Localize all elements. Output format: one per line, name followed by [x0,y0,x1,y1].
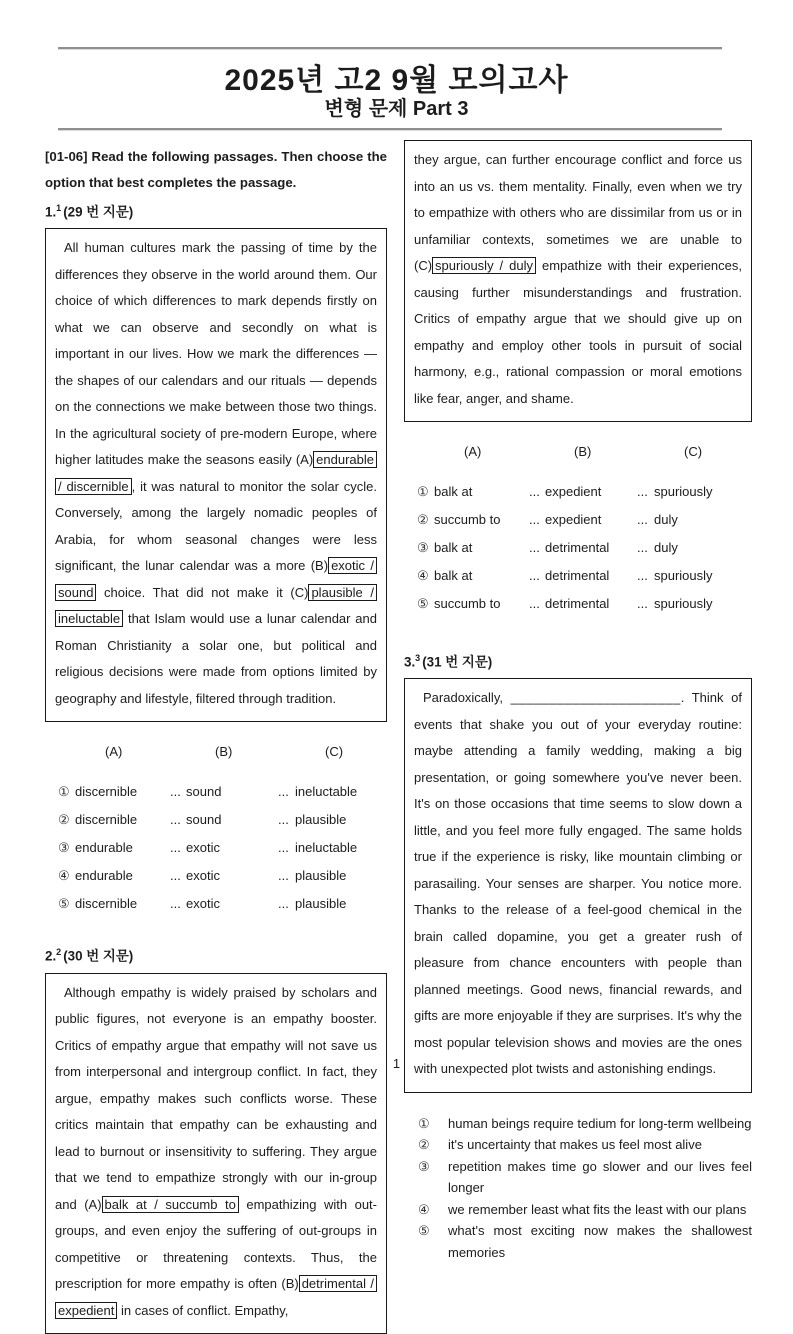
question-1-option-columns [45,744,387,764]
question-1-options [45,778,387,918]
ellipsis-separator: ... [637,512,648,527]
word-choice-box: spuriously / duly [432,257,536,274]
option-row [404,590,752,618]
passage-text: choice. That did not make it (C) [96,584,309,600]
option-number: ③ [418,1158,430,1174]
column-a-header: (A) [105,744,123,760]
option-number: ③ [417,540,429,555]
option-b-text: expedient [545,484,602,499]
question-3-options [404,1113,752,1264]
option-a-text: discernible [75,784,138,800]
option-number: ④ [418,1201,430,1217]
question-2-number: 2. [45,948,57,964]
option-b-text: expedient [545,512,602,527]
passage-text: Although empathy is widely praised by scholars and public figures, not everyone is an empathy booster. Critics of empathy argue that empathy will not save us from interpersonal and intergroup conflict. In fact, they argue, empathy makes such conflicts worse. These critics maintain that empathy can be exhausting and lead to burnout or insensitivity to suffering. They argue that we tend to empathize strongly with our in-group and (A) [55,984,377,1212]
ellipsis-separator: ... [529,540,540,555]
word-choice-box: endurable / discernible [55,451,377,495]
ellipsis-separator: ... [529,484,540,499]
question-1-header [45,198,387,222]
option-row [45,834,387,862]
option-a-text: balk at [434,568,473,583]
passage-text: . Think of events that shake you out of your everyday routine: maybe attending a family wedding, making a big presentation, or going somewhere you've never been. It's on those occasions that time seems to slow down a little, and you feel more fully engaged. The same holds true if the experience is risky, like mountain climbing or parasailing. Your senses are sharper. You notice more. Thanks to the release of a feel-good chemical in the brain called dopamine, you get a greater rush of pleasure from chance encounters with people than planned meetings. Good news, financial rewards, and gifts are more enjoyable if they are surprises. It's why the most popular television shows and movies are the ones with unexpected plot twists and astonishing endings. [414,690,743,1077]
page-subtitle: 변형 문제 Part 3 [324,98,469,120]
option-row [404,562,752,590]
ellipsis-separator: ... [529,596,540,611]
option-b-text: detrimental [545,596,610,611]
option-number: ⑤ [418,1223,430,1239]
option-a-text: endurable [75,840,133,856]
option-c-text: plausible [295,868,347,884]
option-text: repetition makes time go slower and our lives feel longer [448,1158,752,1196]
option-b-text: detrimental [545,568,610,583]
option-c-text: plausible [295,896,347,912]
top-divider [58,47,722,50]
option-a-text: succumb to [434,512,501,527]
option-c-text: plausible [295,812,347,828]
option-row [45,806,387,834]
passage-text: that Islam would use a lunar calendar and Roman Christianity a solar one, but political and religious decisions were made from options limited by geography and lifestyle, filtered through tradition. [55,611,377,706]
column-c-header: (C) [325,744,344,760]
ellipsis-separator: ... [170,840,181,856]
ellipsis-separator: ... [637,596,648,611]
passage-text: , it was natural to monitor the solar cycle. Conversely, among the largely nomadic peoples of Arabia, for whom seasonal changes were less significant, the lunar calendar was a more (B) [55,478,377,574]
option-number: ⑤ [58,896,70,912]
option-number: ② [418,1137,430,1153]
option-number: ④ [417,568,429,583]
option-b-text: exotic [186,896,220,912]
question-2-passage-box-part2 [404,140,752,422]
instruction: [01-06] Read the following passages. Then choose the option that best completes the passage. [45,149,387,190]
ellipsis-separator: ... [278,840,289,856]
option-number: ① [418,1115,430,1131]
option-row [45,778,387,806]
option-row [45,890,387,918]
option-c-text: spuriously [654,596,713,611]
option-b-text: sound [186,812,222,828]
question-3-footnote-mark: 3 [415,653,421,663]
fill-in-blank: ______________________ [510,690,681,706]
option-row [404,1113,752,1135]
option-a-text: succumb to [434,596,501,611]
passage-text: empathizing with out-groups, and even enjoy the suffering of out-groups in competitive or threatening contexts. Thus, the prescription for more empathy is often (B) [55,1196,377,1292]
option-c-text: spuriously [654,484,713,499]
option-a-text: discernible [75,896,138,912]
column-c-header: (C) [684,444,703,459]
option-c-text: duly [654,540,678,555]
option-number: ② [58,812,70,828]
option-c-text: spuriously [654,568,713,583]
option-b-text: exotic [186,868,220,884]
option-number: ③ [58,840,70,856]
question-1-source: (29 번 지문) [63,204,134,220]
option-c-text: duly [654,512,678,527]
question-2-footnote-mark: 2 [56,947,62,958]
option-number: ① [58,784,70,800]
option-row [404,1199,752,1221]
column-b-header: (B) [574,444,592,459]
ellipsis-separator: ... [529,512,540,527]
right-column [404,140,752,1263]
option-text: we remember least what fits the least with our plans [448,1201,747,1217]
option-a-text: balk at [434,484,473,499]
question-3-header [404,648,752,672]
word-choice-box: plausible / ineluctable [55,584,377,628]
question-2-options [404,478,752,618]
question-3-number: 3. [404,654,416,670]
option-row [404,1220,752,1263]
option-row [404,1134,752,1156]
option-row [404,506,752,534]
option-c-text: ineluctable [295,840,358,856]
ellipsis-separator: ... [637,568,648,583]
passage-text: in cases of conflict. Empathy, [117,1302,289,1318]
option-c-text: ineluctable [295,784,358,800]
option-number: ② [417,512,429,527]
passage-text: they argue, can further encourage conflict and force us into an us vs. them mentality. Finally, even when we try to empathize with others who are dissimilar from us or in unfamiliar contexts, sometimes we are unable to (C) [414,152,742,273]
option-text: what's most exciting now makes the shallowest memories [448,1223,752,1260]
option-row [45,862,387,890]
option-a-text: balk at [434,540,473,555]
option-b-text: sound [186,784,222,800]
question-2-source: (30 번 지문) [63,948,134,964]
question-3-source: (31 번 지문) [422,654,493,670]
option-number: ④ [58,868,70,884]
option-row [404,478,752,506]
question-3-passage-box [404,678,752,1093]
column-b-header: (B) [215,744,233,760]
left-column [45,144,387,1334]
option-number: ① [417,484,429,499]
option-b-text: detrimental [545,540,610,555]
ellipsis-separator: ... [278,896,289,912]
word-choice-box: exotic / sound [55,557,377,601]
ellipsis-separator: ... [278,812,289,828]
option-a-text: discernible [75,812,138,828]
option-a-text: endurable [75,868,133,884]
ellipsis-separator: ... [278,784,289,800]
option-text: human beings require tedium for long-term wellbeing [448,1115,752,1131]
option-b-text: exotic [186,840,220,856]
option-text: it's uncertainty that makes us feel most alive [448,1137,702,1153]
question-1-footnote-mark: 1 [56,203,62,213]
option-number: ⑤ [417,596,429,611]
question-2-option-columns [404,444,752,464]
ellipsis-separator: ... [170,868,181,884]
ellipsis-separator: ... [637,540,648,555]
passage-text: All human cultures mark the passing of time by the differences they observe in the world around them. Our choice of which differences to mark depends firstly on what we can observe and secondly on what is important in our lives. How we mark the differences — the shapes of our calendars and our rituals — depends on the connections we make between those two things. In the agricultural society of pre-modern Europe, where higher latitudes make the seasons easily (A) [55,240,377,468]
ellipsis-separator: ... [278,868,289,884]
question-2-header [45,942,387,966]
question-1-number: 1. [45,204,57,220]
word-choice-box: balk at / succumb to [102,1196,239,1213]
ellipsis-separator: ... [637,484,648,499]
passage-text: Paradoxically, [423,690,511,706]
passage-text: empathize with their experiences, causing further misunderstandings and frustration. Critics of empathy argue that we should give up on empathy and employ other tools in pursuit of social harmony, e.g., rational compassion or moral emotions like fear, anger, and shame. [414,258,743,406]
option-row [404,1156,752,1199]
ellipsis-separator: ... [170,812,181,828]
page-title: 2025년 고2 9월 모의고사 [224,64,569,97]
option-row [404,534,752,562]
word-choice-box: detrimental / expedient [55,1275,377,1319]
ellipsis-separator: ... [170,784,181,800]
column-a-header: (A) [464,444,482,459]
page-number: 1 [392,1056,401,1071]
ellipsis-separator: ... [170,896,181,912]
header-divider [58,128,722,131]
ellipsis-separator: ... [529,568,540,583]
question-2-passage-box-part1 [45,973,387,1334]
question-1-passage-box [45,228,387,722]
